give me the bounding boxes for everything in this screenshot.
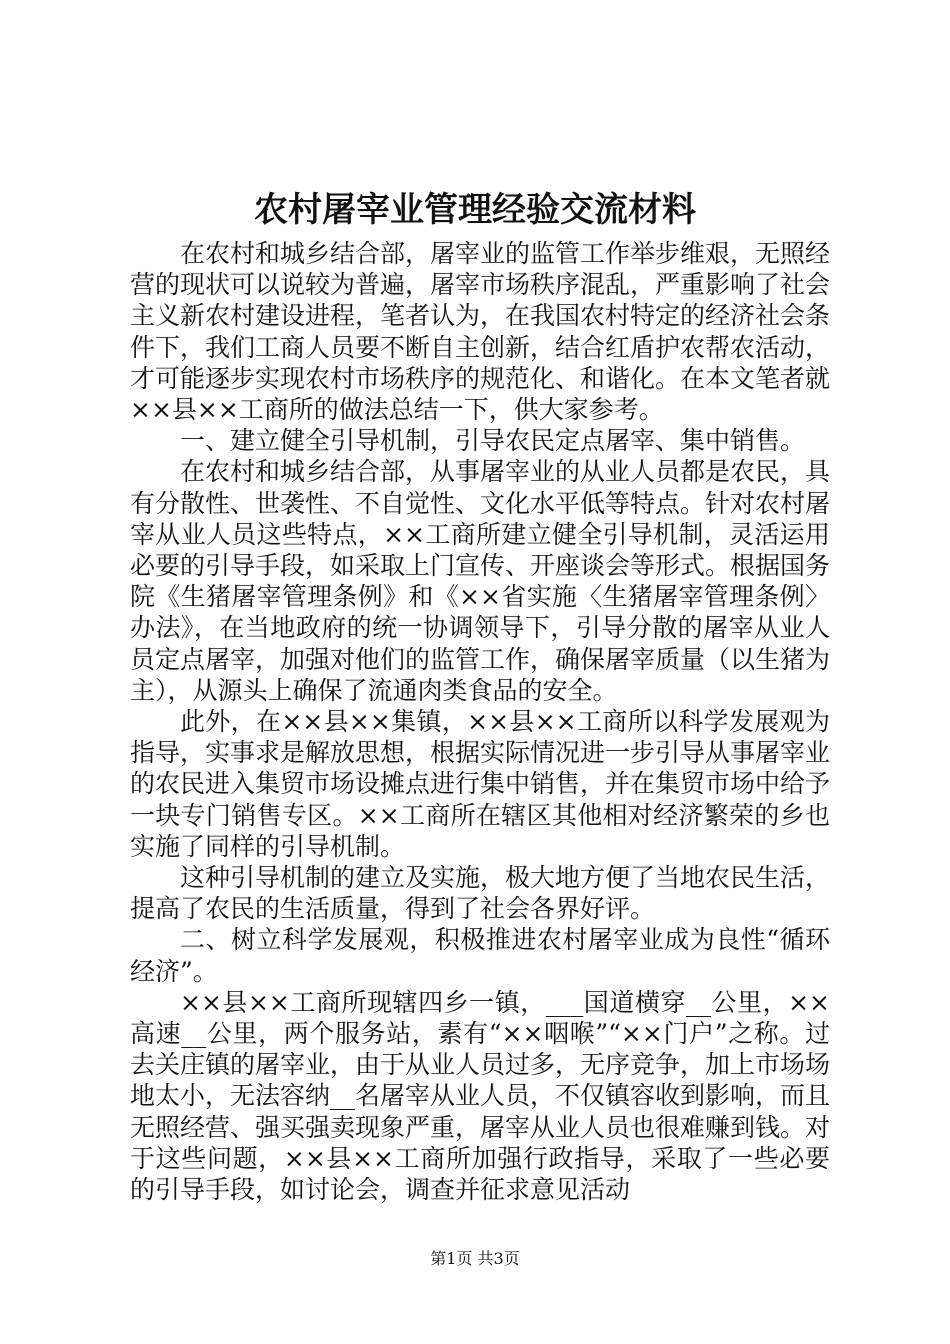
page-footer: 第1页 共3页 bbox=[430, 1249, 520, 1268]
paragraph-section1-body: 在农村和城乡结合部，从事屠宰业的从业人员都是农民，具有分散性、世袭性、不自觉性、文化水平低等特点。针对农村屠宰从业人员这些特点，××工商所建立健全引导机制，灵活运用必要的引导手段，如采取上门宣传、开座谈会等形式。根据国务院《生猪屠宰管理条例》和《××省实施〈生猪屠宰管理条例〉办法》，在当地政府的统一协调领导下，引导分散的屠宰从业人员定点屠宰，加强对他们的监管工作，确保屠宰质量（以生猪为主），从源头上确保了流通肉类食品的安全。 bbox=[130, 457, 831, 705]
paragraph-section1-result: 这种引导机制的建立及实施，极大地方便了当地农民生活，提高了农民的生活质量，得到了社会各界好评。 bbox=[130, 863, 831, 924]
document-body bbox=[130, 238, 830, 1205]
paragraph-section2-body: ××县××工商所现辖四乡一镇，___国道横穿__公里，××高速__公里，两个服务站，素有“××咽喉”“××门户”之称。过去关庄镇的屠宰业，由于从业人员过多，无序竞争，加上市场场地太小，无法容纳__名屠宰从业人员，不仅镇容收到影响，而且无照经营、强买强卖现象严重，屠宰从业人员也很难赚到钱。对于这些问题，××县××工商所加强行政指导，采取了一些必要的引导手段，如讨论会，调查并征求意见活动 bbox=[130, 987, 831, 1205]
document-title: 农村屠宰业管理经验交流材料 bbox=[254, 190, 696, 230]
section-heading-1: 一、建立健全引导机制，引导农民定点屠宰、集中销售。 bbox=[180, 426, 806, 456]
paragraph-intro: 在农村和城乡结合部，屠宰业的监管工作举步维艰，无照经营的现状可以说较为普遍，屠宰市场秩序混乱，严重影响了社会主义新农村建设进程，笔者认为，在我国农村特定的经济社会条件下，我们工商人员要不断自主创新，结合红盾护农帮农活动，才可能逐步实现农村市场秩序的规范化、和谐化。在本文笔者就××县××工商所的做法总结一下，供大家参考。 bbox=[130, 239, 831, 425]
paragraph-section1-additional: 此外，在××县××集镇，××县××工商所以科学发展观为指导，实事求是解放思想，根据实际情况进一步引导从事屠宰业的农民进入集贸市场设摊点进行集中销售，并在集贸市场中给予一块专门销售专区。××工商所在辖区其他相对经济繁荣的乡也实施了同样的引导机制。 bbox=[130, 707, 831, 861]
section-heading-2: 二、树立科学发展观，积极推进农村屠宰业成为良性“循环经济”。 bbox=[130, 925, 830, 986]
